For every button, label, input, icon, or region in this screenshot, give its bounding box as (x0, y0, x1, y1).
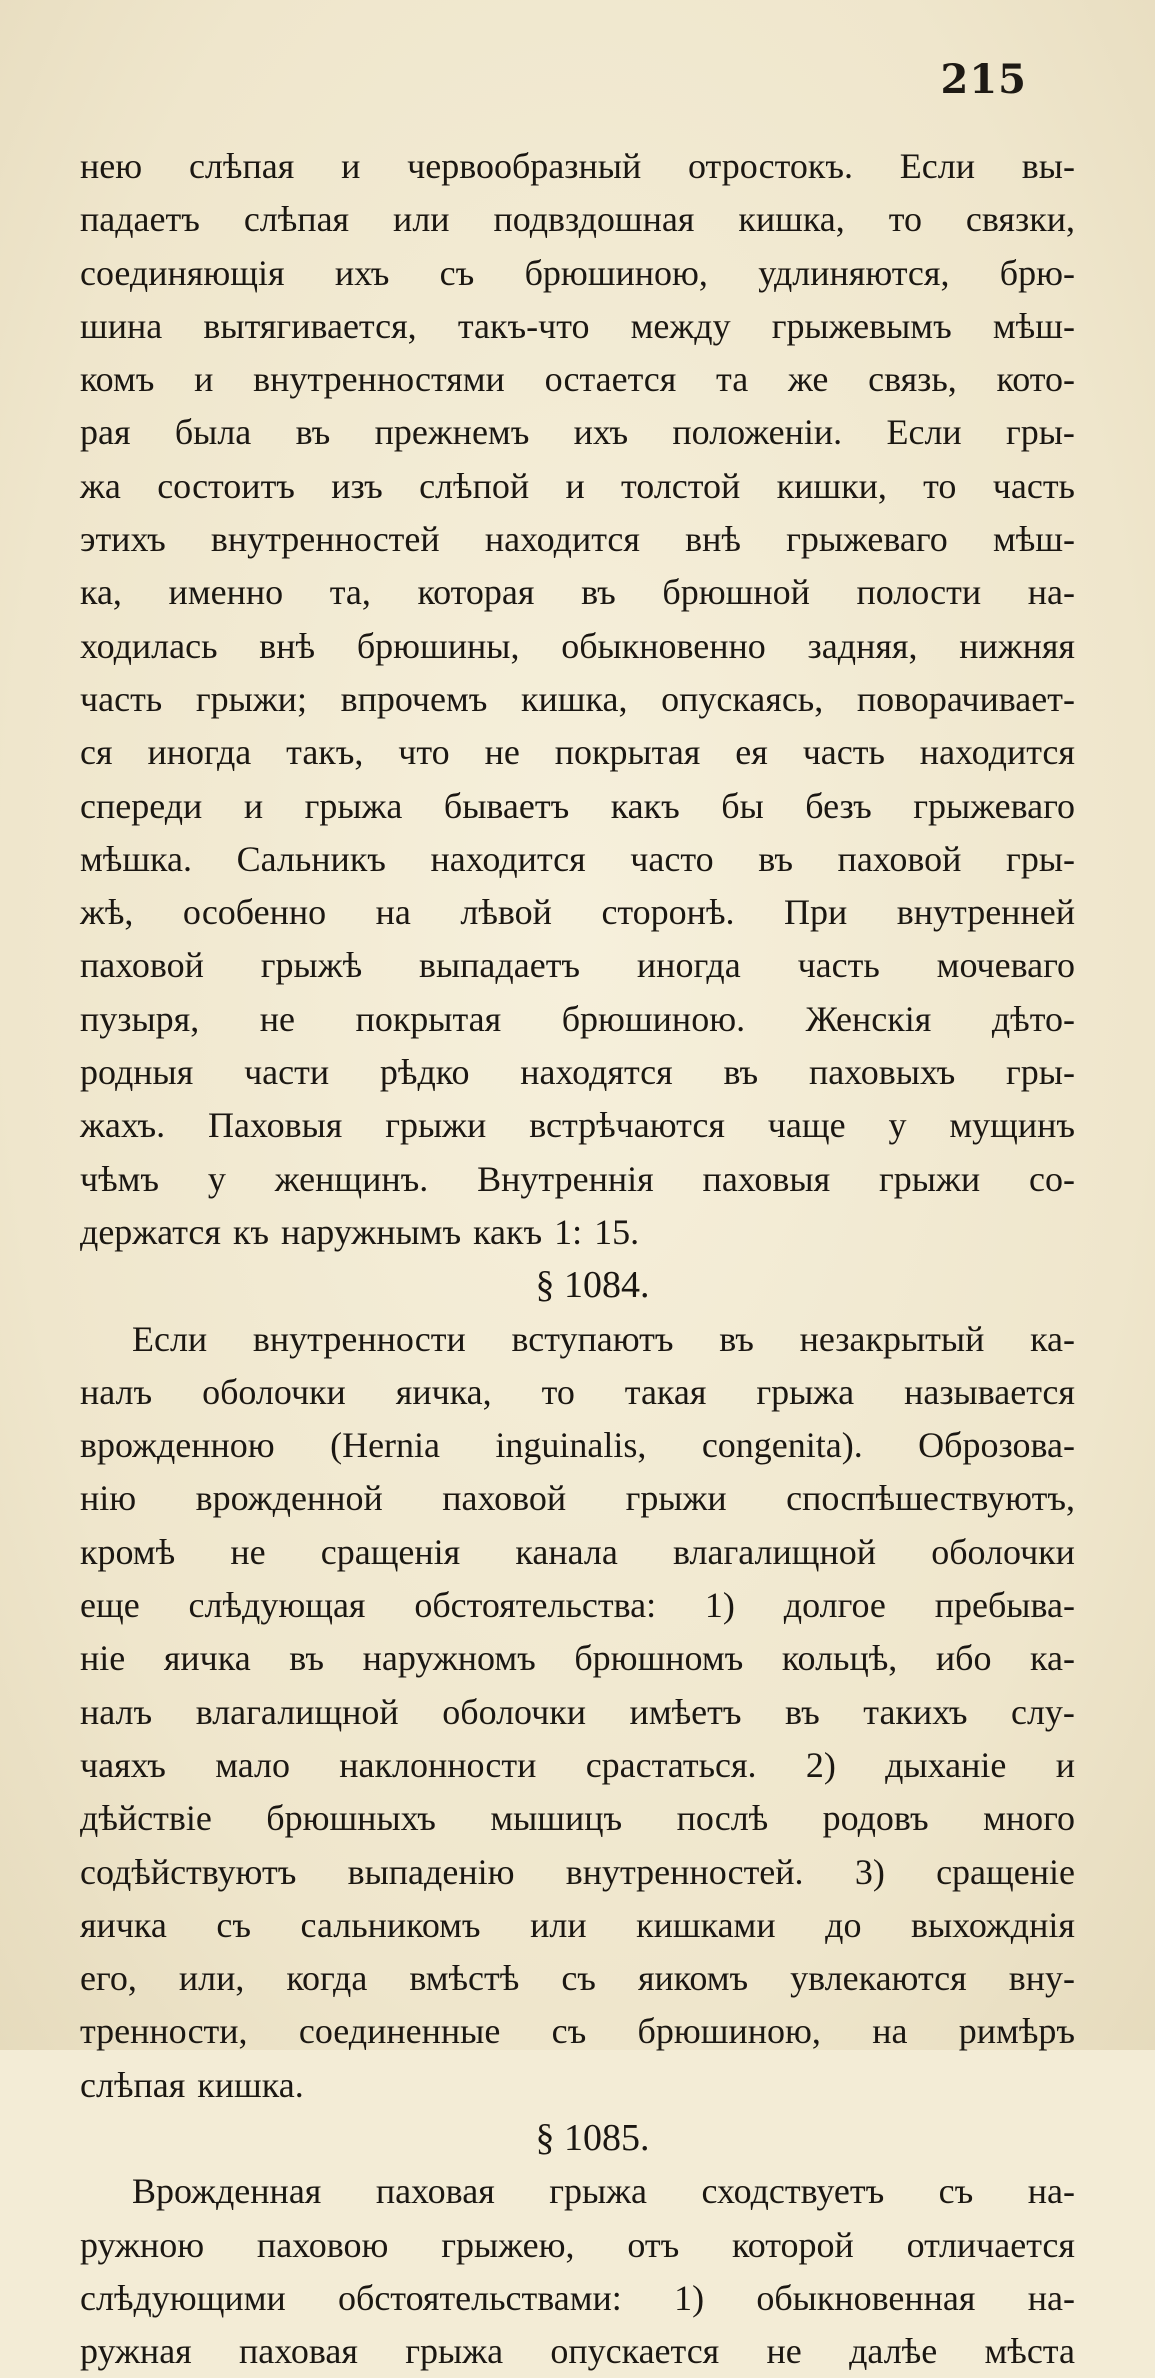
text-line: ружная паховая грыжа опускается не далѣе мѣста (80, 2331, 1075, 2372)
section-heading: § 1085. (535, 2116, 650, 2159)
text-line: дѣйствіе брюшныхъ мышицъ послѣ родовъ много (80, 1798, 1075, 1839)
text-line: шина вытягивается, такъ-что между грыжевымъ мѣш- (80, 305, 1075, 346)
text-line: еще слѣдующая обстоятельства: 1) долгое пребыва- (80, 1585, 1075, 1626)
text-line: этихъ внутренностей находится внѣ грыжеваго мѣш- (80, 519, 1075, 560)
text-line: спереди и грыжа бываетъ какъ бы безъ грыжеваго (80, 785, 1075, 826)
text-line: жахъ. Паховыя грыжи встрѣчаются чаще у мущинъ (80, 1105, 1075, 1146)
text-line: пузыря, не покрытая брюшиною. Женскія дѣто- (80, 998, 1075, 1039)
text-line: кромѣ не сращенія канала влагалищной оболочки (80, 1531, 1075, 1572)
text-line: содѣйствуютъ выпаденію внутренностей. 3) сращеніе (80, 1851, 1075, 1892)
section-heading: § 1084. (535, 1264, 650, 1307)
text-line: его, или, когда вмѣстѣ съ яикомъ увлекаются вну- (80, 1958, 1075, 1999)
text-line: соединяющія ихъ съ брюшиною, удлиняются, брю- (80, 252, 1075, 293)
text-line: ся иногда такъ, что не покрытая ея часть находится (80, 732, 1075, 773)
text-line: родныя части рѣдко находятся въ паховыхъ гры- (80, 1052, 1075, 1093)
text-line: часть грыжи; впрочемъ кишка, опускаясь, поворачивает- (80, 678, 1075, 719)
text-line: чаяхъ мало наклонности срастаться. 2) дыханіе и (80, 1744, 1075, 1785)
text-line: налъ влагалищной оболочки имѣетъ въ такихъ слу- (80, 1691, 1075, 1732)
text-line: жѣ, особенно на лѣвой сторонѣ. При внутренней (80, 892, 1075, 933)
text-line: Врожденная паховая грыжа сходствуетъ съ на- (132, 2171, 1075, 2212)
text-line: жа состоитъ изъ слѣпой и толстой кишки, то часть (80, 465, 1075, 506)
text-line: ружною паховою грыжею, отъ которой отличается (80, 2224, 1075, 2265)
text-line: яичка съ сальникомъ или кишками до выхожднія (80, 1904, 1075, 1945)
text-line: нію врожденной паховой грыжи споспѣшествуютъ, (80, 1478, 1075, 1519)
text-line: налъ оболочки яичка, то такая грыжа называется (80, 1371, 1075, 1412)
text-line: слѣдующими обстоятельствами: 1) обыкновенная на- (80, 2277, 1075, 2318)
text-line: врожденною (Hernia inguinalis, congenita). Оброзова- (80, 1425, 1075, 1466)
text-line: слѣпая кишка. (80, 2064, 304, 2105)
text-line: падаетъ слѣпая или подвздошная кишка, то связки, (80, 199, 1075, 240)
text-line: держатся къ наружнымъ какъ 1: 15. (80, 1211, 640, 1252)
text-line: Если внутренности вступаютъ въ незакрытый ка- (132, 1318, 1075, 1359)
text-line: тренности, соединенные съ брюшиною, на римѣръ (80, 2011, 1075, 2052)
text-line: ка, именно та, которая въ брюшной полости на- (80, 572, 1075, 613)
text-line: чѣмъ у женщинъ. Внутреннія паховыя грыжи со- (80, 1158, 1075, 1199)
text-line: ходилась внѣ брюшины, обыкновенно задняя, нижняя (80, 625, 1075, 666)
text-line: ніе яичка въ наружномъ брюшномъ кольцѣ, ибо ка- (80, 1638, 1075, 1679)
text-line: паховой грыжѣ выпадаетъ иногда часть мочеваго (80, 945, 1075, 986)
text-line: рая была въ прежнемъ ихъ положеніи. Если гры- (80, 412, 1075, 453)
page-body-text (80, 140, 1075, 2378)
page-number: 215 (940, 56, 1027, 103)
text-line: мѣшка. Сальникъ находится часто въ паховой гры- (80, 838, 1075, 879)
text-line: нею слѣпая и червообразный отростокъ. Если вы- (80, 146, 1075, 186)
text-line: комъ и внутренностями остается та же связь, кото- (80, 359, 1075, 400)
